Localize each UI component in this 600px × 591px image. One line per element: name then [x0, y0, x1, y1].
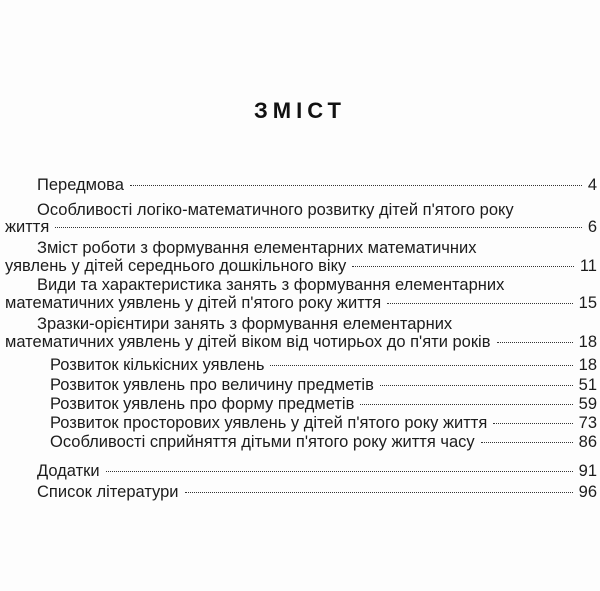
toc-entry-page: 6: [587, 218, 597, 236]
dot-leader: [185, 491, 573, 493]
toc-entry: [5, 217, 597, 237]
toc-entry-title: Особливості сприйняття дітьми п'ятого року життя часу: [50, 433, 475, 451]
dot-leader: [55, 226, 582, 228]
dot-leader: [130, 184, 582, 186]
dot-leader: [387, 302, 572, 304]
toc-subentry: [50, 394, 597, 414]
toc-entry-page: 91: [578, 462, 597, 480]
dot-leader: [352, 265, 574, 267]
toc-subentry: [50, 413, 597, 433]
dot-leader: [380, 384, 573, 386]
page-title: ЗМІСТ: [254, 98, 346, 123]
toc-entry-page: 15: [578, 294, 597, 312]
toc-entry-page: 18: [578, 356, 597, 374]
toc-entry-title: Види та характеристика занять з формування елементарних: [37, 276, 505, 294]
toc-entry: [37, 482, 597, 502]
toc-entry-title: Особливості логіко-математичного розвитку дітей п'ятого року: [37, 201, 514, 219]
dot-leader: [497, 341, 573, 343]
toc-subentry: [50, 375, 597, 395]
toc-subentry: [50, 355, 597, 375]
toc-subentry: [50, 432, 597, 452]
dot-leader: [106, 470, 573, 472]
toc-entry-title-continued: математичних уявлень у дітей п'ятого року життя: [5, 294, 382, 312]
dot-leader: [270, 364, 572, 366]
toc-entry-page: 11: [579, 257, 597, 275]
toc-entry: [37, 461, 597, 481]
toc-entry-page: 4: [587, 176, 597, 194]
toc-entry-page: 18: [578, 333, 597, 351]
toc-entry-title: Розвиток уявлень про величину предметів: [50, 376, 374, 394]
toc-entry-page: 73: [578, 414, 597, 432]
toc-entry-title: Розвиток кількісних уявлень: [50, 356, 265, 374]
toc-entry: [5, 256, 597, 276]
toc-entry-title: Зміст роботи з формування елементарних математичних: [37, 239, 477, 257]
toc-entry: [5, 293, 597, 313]
toc-entry-title-continued: уявлень у дітей середнього дошкільного віку: [5, 257, 347, 275]
toc-entry-title: Список літератури: [37, 483, 179, 501]
dot-leader: [481, 441, 573, 443]
toc-entry-title: Додатки: [37, 462, 100, 480]
dot-leader: [360, 403, 572, 405]
toc-entry-page: 59: [578, 395, 597, 413]
toc-entry-page: 96: [578, 483, 597, 501]
toc-entry-title-continued: життя: [5, 218, 50, 236]
toc-entry: [5, 332, 597, 352]
toc-entry-title-continued: математичних уявлень у дітей віком від чотирьох до п'яти років: [5, 333, 491, 351]
toc-entry-page: 51: [578, 376, 597, 394]
toc-entry-page: 86: [578, 433, 597, 451]
toc-entry: [37, 175, 597, 195]
toc-entry-title: Зразки-орієнтири занять з формування елементарних: [37, 315, 453, 333]
toc-entry-title: Розвиток просторових уявлень у дітей п'ятого року життя: [50, 414, 488, 432]
toc-entry-title: Розвиток уявлень про форму предметів: [50, 395, 355, 413]
dot-leader: [493, 422, 572, 424]
toc-entry-title: Передмова: [37, 176, 124, 194]
